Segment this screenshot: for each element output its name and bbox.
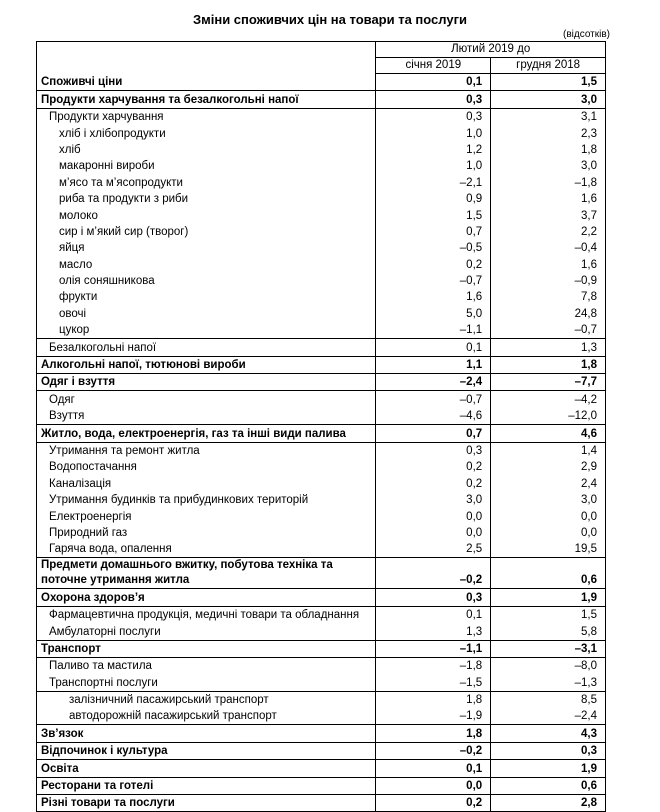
row-label: Гаряча вода, опалення: [37, 541, 376, 558]
table-row: [37, 322, 606, 339]
value-vs-dec: 0,3: [491, 742, 606, 759]
row-label: Житло, вода, електроенергія, газ та інші види палива: [37, 425, 376, 442]
value-vs-dec: 3,0: [491, 91, 606, 108]
value-vs-jan: 1,2: [376, 142, 491, 158]
row-label: Продукти харчування та безалкогольні напої: [37, 91, 376, 108]
row-label: м’ясо та м’ясопродукти: [37, 174, 376, 190]
table-row: [37, 425, 606, 442]
table-row: [37, 691, 606, 708]
value-vs-dec: –0,9: [491, 273, 606, 289]
table-row: [37, 674, 606, 691]
row-label: сир і м’який сир (творог): [37, 224, 376, 240]
value-vs-jan: 0,2: [376, 475, 491, 491]
value-vs-dec: 24,8: [491, 305, 606, 321]
row-label: залізничний пасажирський транспорт: [37, 691, 376, 708]
row-label: хліб і хлібопродукти: [37, 125, 376, 141]
value-vs-jan: 2,5: [376, 541, 491, 558]
table-row: [37, 525, 606, 541]
value-vs-dec: 8,5: [491, 691, 606, 708]
table-row: [37, 174, 606, 190]
table-row: [37, 125, 606, 141]
table-row: [37, 742, 606, 759]
value-vs-jan: –1,1: [376, 322, 491, 339]
table-row: [37, 158, 606, 174]
value-vs-dec: 5,8: [491, 623, 606, 640]
page-title: Зміни споживчих цін на товари та послуги: [192, 12, 468, 27]
value-vs-dec: 1,6: [491, 191, 606, 207]
row-label: Електроенергія: [37, 508, 376, 524]
table-row: [37, 207, 606, 223]
row-label: яйця: [37, 240, 376, 256]
value-vs-dec: 7,8: [491, 289, 606, 305]
value-vs-dec: 1,3: [491, 339, 606, 356]
row-label: хліб: [37, 142, 376, 158]
row-label: цукор: [37, 322, 376, 339]
value-vs-jan: –4,6: [376, 408, 491, 425]
value-vs-dec: –4,2: [491, 391, 606, 408]
row-label: Освіта: [37, 760, 376, 777]
table-row: [37, 224, 606, 240]
value-vs-dec: –7,7: [491, 374, 606, 391]
table-row: [37, 273, 606, 289]
value-vs-jan: 0,3: [376, 91, 491, 108]
value-vs-dec: 3,1: [491, 108, 606, 125]
value-vs-dec: 1,6: [491, 256, 606, 272]
row-label: автодорожній пасажирський транспорт: [37, 708, 376, 725]
value-vs-jan: 3,0: [376, 492, 491, 508]
value-vs-jan: 1,6: [376, 289, 491, 305]
table-row: [37, 640, 606, 657]
table-row: [37, 508, 606, 524]
table-row: [37, 339, 606, 356]
table-row: [37, 623, 606, 640]
row-label: Взуття: [37, 408, 376, 425]
row-label: Охорона здоров’я: [37, 589, 376, 606]
table-row: [37, 459, 606, 475]
value-vs-jan: 0,0: [376, 525, 491, 541]
row-label: Ресторани та готелі: [37, 777, 376, 794]
value-vs-dec: 2,9: [491, 459, 606, 475]
table-row: [37, 725, 606, 742]
value-vs-jan: –0,7: [376, 391, 491, 408]
row-label: Транспорт: [37, 640, 376, 657]
table-row: [37, 108, 606, 125]
unit-label: (відсотків): [563, 29, 610, 40]
table-row: [37, 475, 606, 491]
value-vs-jan: 1,0: [376, 158, 491, 174]
table-row: [37, 795, 606, 812]
value-vs-jan: 0,1: [376, 760, 491, 777]
value-vs-dec: 0,0: [491, 525, 606, 541]
table-row: [37, 708, 606, 725]
value-vs-jan: 0,2: [376, 795, 491, 812]
value-vs-dec: 1,5: [491, 74, 606, 91]
value-vs-dec: 1,9: [491, 589, 606, 606]
value-vs-jan: 1,8: [376, 725, 491, 742]
value-vs-dec: –8,0: [491, 657, 606, 674]
value-vs-dec: 0,6: [491, 777, 606, 794]
row-label: Зв’язок: [37, 725, 376, 742]
row-label: Предмети домашнього вжитку, побутова техніка та поточне утримання житла: [37, 558, 376, 589]
value-vs-jan: 1,5: [376, 207, 491, 223]
value-vs-jan: 1,1: [376, 356, 491, 373]
row-label: фрукти: [37, 289, 376, 305]
table-row: [37, 356, 606, 373]
row-label: Утримання та ремонт житла: [37, 442, 376, 459]
value-vs-dec: 1,4: [491, 442, 606, 459]
value-vs-jan: –1,1: [376, 640, 491, 657]
table-row: [37, 442, 606, 459]
value-vs-jan: 0,9: [376, 191, 491, 207]
value-vs-dec: –3,1: [491, 640, 606, 657]
value-vs-dec: 1,5: [491, 606, 606, 623]
value-vs-jan: 0,0: [376, 777, 491, 794]
value-vs-dec: 3,0: [491, 158, 606, 174]
table-row: [37, 777, 606, 794]
row-label: Алкогольні напої, тютюнові вироби: [37, 356, 376, 373]
row-label: Амбулаторні послуги: [37, 623, 376, 640]
value-vs-jan: –1,5: [376, 674, 491, 691]
table-row: [37, 91, 606, 108]
table-row: [37, 558, 606, 589]
row-label: Паливо та мастила: [37, 657, 376, 674]
value-vs-jan: –2,4: [376, 374, 491, 391]
value-vs-jan: 0,1: [376, 606, 491, 623]
value-vs-jan: –0,7: [376, 273, 491, 289]
value-vs-jan: 5,0: [376, 305, 491, 321]
value-vs-dec: 3,0: [491, 492, 606, 508]
row-label: риба та продукти з риби: [37, 191, 376, 207]
value-vs-jan: –0,2: [376, 742, 491, 759]
row-label: олія соняшникова: [37, 273, 376, 289]
row-label: Одяг і взуття: [37, 374, 376, 391]
value-vs-dec: 1,9: [491, 760, 606, 777]
value-vs-jan: 0,2: [376, 256, 491, 272]
value-vs-dec: 4,6: [491, 425, 606, 442]
value-vs-dec: 3,7: [491, 207, 606, 223]
value-vs-dec: –0,4: [491, 240, 606, 256]
value-vs-jan: 0,3: [376, 108, 491, 125]
value-vs-dec: 2,8: [491, 795, 606, 812]
table-row: [37, 408, 606, 425]
value-vs-jan: 0,3: [376, 442, 491, 459]
row-label: Каналізація: [37, 475, 376, 491]
table-row: [37, 191, 606, 207]
value-vs-dec: 0,6: [491, 558, 606, 589]
table-body: [37, 74, 606, 812]
value-vs-jan: –1,8: [376, 657, 491, 674]
value-vs-dec: 2,2: [491, 224, 606, 240]
row-label: Безалкогольні напої: [37, 339, 376, 356]
header-col2: грудня 2018: [491, 58, 606, 74]
value-vs-dec: 2,3: [491, 125, 606, 141]
value-vs-dec: –2,4: [491, 708, 606, 725]
table-row: [37, 541, 606, 558]
row-label: масло: [37, 256, 376, 272]
header-group: Лютий 2019 до: [376, 42, 606, 58]
value-vs-dec: 2,4: [491, 475, 606, 491]
value-vs-dec: –0,7: [491, 322, 606, 339]
row-label: Природний газ: [37, 525, 376, 541]
value-vs-dec: –1,8: [491, 174, 606, 190]
table-row: [37, 760, 606, 777]
value-vs-jan: 0,1: [376, 74, 491, 91]
table-row: [37, 657, 606, 674]
value-vs-dec: 1,8: [491, 356, 606, 373]
table-row: [37, 606, 606, 623]
row-label: Різні товари та послуги: [37, 795, 376, 812]
value-vs-jan: 1,0: [376, 125, 491, 141]
header-blank-cell: [37, 42, 376, 74]
row-label: Продукти харчування: [37, 108, 376, 125]
value-vs-dec: –12,0: [491, 408, 606, 425]
row-label: Фармацевтична продукція, медичні товари та обладнання: [37, 606, 376, 623]
table-row: [37, 374, 606, 391]
row-label: Одяг: [37, 391, 376, 408]
table-row: [37, 492, 606, 508]
value-vs-dec: –1,3: [491, 674, 606, 691]
value-vs-jan: 0,1: [376, 339, 491, 356]
table-row: [37, 305, 606, 321]
table-row: [37, 391, 606, 408]
value-vs-jan: –1,9: [376, 708, 491, 725]
value-vs-dec: 0,0: [491, 508, 606, 524]
value-vs-dec: 19,5: [491, 541, 606, 558]
row-label: Водопостачання: [37, 459, 376, 475]
value-vs-jan: –0,2: [376, 558, 491, 589]
value-vs-jan: –0,5: [376, 240, 491, 256]
row-label: овочі: [37, 305, 376, 321]
table-row: [37, 589, 606, 606]
row-label: макаронні вироби: [37, 158, 376, 174]
header-col1: січня 2019: [376, 58, 491, 74]
value-vs-jan: 0,3: [376, 589, 491, 606]
row-label: Споживчі ціни: [37, 74, 376, 91]
row-label: Утримання будинків та прибудинкових територій: [37, 492, 376, 508]
row-label: молоко: [37, 207, 376, 223]
table-row: [37, 142, 606, 158]
value-vs-jan: 0,2: [376, 459, 491, 475]
value-vs-jan: 0,7: [376, 224, 491, 240]
table-row: [37, 289, 606, 305]
value-vs-dec: 1,8: [491, 142, 606, 158]
table-row: [37, 256, 606, 272]
value-vs-dec: 4,3: [491, 725, 606, 742]
value-vs-jan: 1,3: [376, 623, 491, 640]
value-vs-jan: –2,1: [376, 174, 491, 190]
row-label: Транспортні послуги: [37, 674, 376, 691]
table-row: [37, 74, 606, 91]
table-row: [37, 240, 606, 256]
row-label: Відпочинок і культура: [37, 742, 376, 759]
value-vs-jan: 0,0: [376, 508, 491, 524]
value-vs-jan: 0,7: [376, 425, 491, 442]
value-vs-jan: 1,8: [376, 691, 491, 708]
price-changes-table: [36, 41, 606, 812]
